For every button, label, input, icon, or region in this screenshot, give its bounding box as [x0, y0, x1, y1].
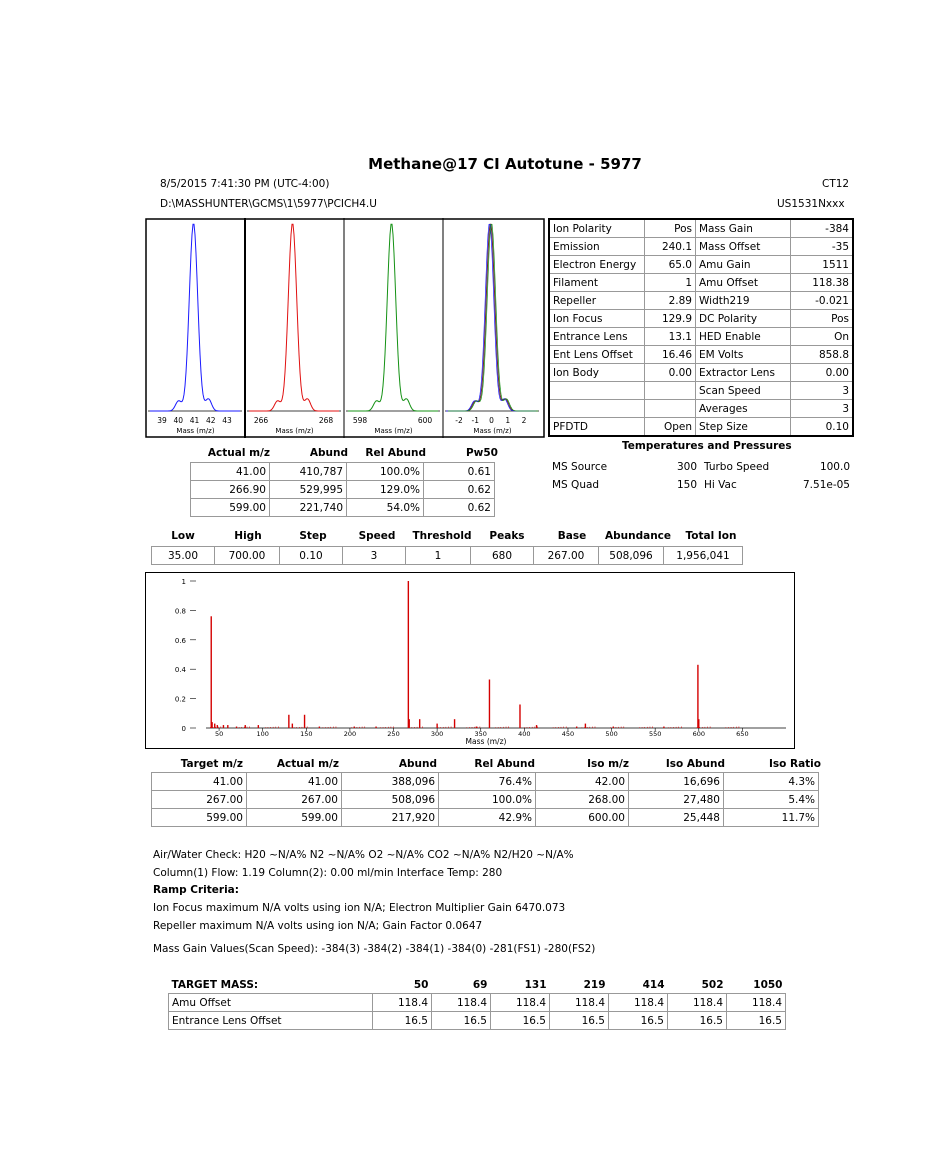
column-header: Abundance — [605, 530, 672, 542]
target-cell: 42.00 — [536, 773, 629, 791]
param-value: 0.00 — [645, 364, 696, 382]
param-label: Ion Focus — [549, 310, 645, 328]
peak-profile-svg — [145, 218, 545, 438]
x-tick-label: 400 — [518, 730, 531, 738]
target-cell: 600.00 — [536, 809, 629, 827]
table-row — [549, 382, 853, 400]
column-header: Abund — [309, 447, 348, 459]
table-row — [152, 773, 819, 791]
scan-table — [151, 546, 743, 565]
param-value: -0.021 — [791, 292, 854, 310]
y-tick-label: 0 — [181, 725, 186, 733]
param-label: Emission — [549, 238, 645, 256]
report-title: Methane@17 CI Autotune - 5977 — [368, 155, 642, 173]
param-label: Ion Polarity — [549, 219, 645, 238]
table-row — [549, 346, 853, 364]
peak-tick-label: 43 — [222, 416, 232, 425]
column-header: Step — [299, 530, 327, 542]
column-header: Rel Abund — [365, 447, 426, 459]
target-mass-value: 219 — [583, 978, 606, 991]
target-mass-cell: 16.5 — [432, 1012, 491, 1030]
column-header: High — [234, 530, 262, 542]
peak-tick-label: 42 — [205, 416, 216, 425]
x-tick-label: 300 — [430, 730, 444, 738]
target-mass-cell: 16.5 — [550, 1012, 609, 1030]
column-header: Speed — [358, 530, 396, 542]
scan-cell: 35.00 — [152, 547, 215, 565]
param-label: Ion Body — [549, 364, 645, 382]
target-cell: 100.0% — [439, 791, 536, 809]
param-value: 0.10 — [791, 418, 854, 437]
instrument-name: CT12 — [822, 178, 850, 190]
tune-cell: 41.00 — [191, 463, 270, 481]
target-cell: 41.00 — [247, 773, 342, 791]
temps-cell: Turbo Speed — [704, 461, 770, 473]
peak-tick-label: 41 — [189, 416, 200, 425]
column-header: Actual m/z — [276, 758, 339, 770]
tune-cell: 0.61 — [424, 463, 495, 481]
param-label: Mass Gain — [696, 219, 791, 238]
x-tick-label: 650 — [736, 730, 749, 738]
param-value: 1 — [645, 274, 696, 292]
param-label: Extractor Lens — [696, 364, 791, 382]
param-value: 3 — [791, 382, 854, 400]
param-value: On — [791, 328, 854, 346]
param-label — [549, 382, 645, 400]
param-label — [549, 400, 645, 418]
column-header: Iso Abund — [665, 758, 725, 770]
peak-profile-1 — [249, 224, 339, 411]
x-tick-label: 450 — [561, 730, 575, 738]
table-row — [191, 499, 495, 517]
table-row — [549, 310, 853, 328]
table-row — [549, 238, 853, 256]
tune-parameters-table — [548, 218, 854, 437]
peak-tick-label: 266 — [253, 416, 269, 425]
peak-tick-label: -2 — [455, 416, 463, 425]
target-mass-value: 69 — [472, 978, 488, 991]
param-label: Mass Offset — [696, 238, 791, 256]
y-tick-label: 0.2 — [174, 695, 186, 704]
param-value: 16.46 — [645, 346, 696, 364]
target-mass-value: 502 — [701, 978, 724, 991]
column-header: Total Ion — [685, 530, 737, 542]
param-value: Pos — [791, 310, 854, 328]
table-row — [549, 400, 853, 418]
column-header: Pw50 — [465, 447, 498, 459]
air-water-check: Air/Water Check: H20 ~N/A% N2 ~N/A% O2 ~N/A% CO2 ~N/A% N2/H20 ~N/A% — [153, 849, 574, 861]
temps-title: Temperatures and Pressures — [622, 440, 792, 452]
param-value — [645, 382, 696, 400]
x-tick-label: 150 — [300, 730, 313, 738]
x-tick-label: 200 — [343, 730, 357, 738]
tune-cell: 100.0% — [347, 463, 424, 481]
temps-cell: MS Quad — [552, 479, 600, 491]
param-label: Electron Energy — [549, 256, 645, 274]
table-row — [152, 791, 819, 809]
temps-cell: 150 — [676, 479, 697, 491]
target-mass-cell: 16.5 — [727, 1012, 786, 1030]
param-value: -384 — [791, 219, 854, 238]
x-axis-label: Mass (m/z) — [465, 737, 507, 746]
tune-cell: 0.62 — [424, 499, 495, 517]
table-row — [549, 292, 853, 310]
temps-cell: 7.51e-05 — [803, 479, 850, 491]
table-row — [549, 219, 853, 238]
scan-cell: 1,956,041 — [664, 547, 743, 565]
column-header: Rel Abund — [474, 758, 535, 770]
column-header: Iso m/z — [587, 758, 629, 770]
target-mass-value: 1050 — [753, 978, 783, 991]
peak-tick-label: 40 — [173, 416, 184, 425]
column-header: Actual m/z — [207, 447, 270, 459]
serial-number: US1531Nxxx — [777, 198, 845, 210]
param-value: Pos — [645, 219, 696, 238]
param-label: Width219 — [696, 292, 791, 310]
target-cell: 4.3% — [724, 773, 819, 791]
x-tick-label: 100 — [256, 730, 269, 738]
ion-focus-note: Ion Focus maximum N/A volts using ion N/A; Electron Multiplier Gain 6470.073 — [153, 902, 566, 914]
target-mass-cell: 16.5 — [668, 1012, 727, 1030]
column-header: Abund — [398, 758, 437, 770]
tune-cell: 266.90 — [191, 481, 270, 499]
mass-spectrum-svg — [146, 573, 794, 748]
peak-tick-label: 39 — [157, 416, 167, 425]
param-label: Scan Speed — [696, 382, 791, 400]
param-label: DC Polarity — [696, 310, 791, 328]
tune-peaks-table — [190, 462, 495, 517]
target-mass-row-label: Amu Offset — [169, 994, 373, 1012]
repeller-note: Repeller maximum N/A volts using ion N/A; Gain Factor 0.0647 — [153, 920, 483, 932]
target-mass-cell: 118.4 — [432, 994, 491, 1012]
peak-profile-2 — [348, 224, 438, 411]
target-cell: 388,096 — [342, 773, 439, 791]
y-tick-label: 0.8 — [174, 607, 186, 616]
scan-cell: 700.00 — [215, 547, 280, 565]
target-cell: 11.7% — [724, 809, 819, 827]
y-tick-label: 0.4 — [174, 666, 186, 675]
target-cell: 25,448 — [629, 809, 724, 827]
peak-profile-plots — [145, 218, 545, 438]
param-label: PFDTD — [549, 418, 645, 437]
target-mass-table — [168, 976, 786, 1030]
param-value — [645, 400, 696, 418]
target-mass-cell: 16.5 — [609, 1012, 668, 1030]
column-header: Peaks — [489, 530, 525, 542]
table-row — [169, 994, 786, 1012]
table-row — [549, 274, 853, 292]
peak-xlabel: Mass (m/z) — [275, 427, 314, 435]
scan-cell: 680 — [471, 547, 534, 565]
peak-tick-label: 0 — [489, 416, 494, 425]
param-value: 0.00 — [791, 364, 854, 382]
scan-cell: 267.00 — [534, 547, 599, 565]
report-path: D:\MASSHUNTER\GCMS\1\5977\PCICH4.U — [160, 198, 377, 210]
target-cell: 267.00 — [152, 791, 247, 809]
target-mass-cell: 118.4 — [668, 994, 727, 1012]
target-cell: 76.4% — [439, 773, 536, 791]
tune-cell: 599.00 — [191, 499, 270, 517]
param-label: Amu Gain — [696, 256, 791, 274]
param-label: Repeller — [549, 292, 645, 310]
target-mass-row-label: Entrance Lens Offset — [169, 1012, 373, 1030]
column-header: Base — [557, 530, 587, 542]
tune-cell: 0.62 — [424, 481, 495, 499]
table-row — [169, 1012, 786, 1030]
y-tick-label: 0.6 — [174, 636, 186, 645]
table-row — [191, 481, 495, 499]
param-value: Open — [645, 418, 696, 437]
x-tick-label: 500 — [605, 730, 618, 738]
temps-cell: MS Source — [552, 461, 608, 473]
param-value: -35 — [791, 238, 854, 256]
scan-cell: 0.10 — [280, 547, 343, 565]
target-cell: 508,096 — [342, 791, 439, 809]
table-row — [169, 976, 786, 994]
table-row — [549, 256, 853, 274]
param-value: 1511 — [791, 256, 854, 274]
y-tick-label: 1 — [181, 578, 186, 586]
peak-tick-label: 2 — [521, 416, 527, 425]
param-label: HED Enable — [696, 328, 791, 346]
scan-cell: 508,096 — [599, 547, 664, 565]
param-label: EM Volts — [696, 346, 791, 364]
table-row — [191, 463, 495, 481]
peak-xlabel: Mass (m/z) — [176, 427, 215, 435]
target-mass-cell: 118.4 — [550, 994, 609, 1012]
x-tick-label: 250 — [387, 730, 400, 738]
param-label: Entrance Lens — [549, 328, 645, 346]
target-cell: 217,920 — [342, 809, 439, 827]
param-label: Averages — [696, 400, 791, 418]
param-value: 13.1 — [645, 328, 696, 346]
target-cell: 42.9% — [439, 809, 536, 827]
target-mass-value: 50 — [413, 978, 429, 991]
table-row — [549, 364, 853, 382]
column-header: Low — [171, 530, 195, 542]
param-value: 118.38 — [791, 274, 854, 292]
target-cell: 268.00 — [536, 791, 629, 809]
param-label: Amu Offset — [696, 274, 791, 292]
param-label: Filament — [549, 274, 645, 292]
param-value: 129.9 — [645, 310, 696, 328]
target-mass-cell: 118.4 — [373, 994, 432, 1012]
target-mass-cell: 16.5 — [491, 1012, 550, 1030]
column-header: Threshold — [412, 530, 472, 542]
tune-cell: 410,787 — [270, 463, 347, 481]
peak-tick-label: 1 — [505, 416, 511, 425]
target-cell: 41.00 — [152, 773, 247, 791]
table-row — [549, 418, 853, 437]
scan-cell: 1 — [406, 547, 471, 565]
target-cell: 16,696 — [629, 773, 724, 791]
target-mass-cell: 16.5 — [373, 1012, 432, 1030]
target-mass-cell: 118.4 — [491, 994, 550, 1012]
x-tick-label: 350 — [474, 730, 487, 738]
param-value: 2.89 — [645, 292, 696, 310]
target-cell: 599.00 — [247, 809, 342, 827]
peak-tick-label: 598 — [352, 416, 368, 425]
param-label: Ent Lens Offset — [549, 346, 645, 364]
param-value: 65.0 — [645, 256, 696, 274]
target-mass-value: 414 — [642, 978, 665, 991]
target-mass-value: 131 — [524, 978, 547, 991]
tune-cell: 54.0% — [347, 499, 424, 517]
peak-xlabel: Mass (m/z) — [473, 427, 512, 435]
x-tick-label: 550 — [648, 730, 662, 738]
mass-gain-values: Mass Gain Values(Scan Speed): -384(3) -384(2) -384(1) -384(0) -281(FS1) -280(FS2) — [153, 943, 596, 955]
target-cell: 267.00 — [247, 791, 342, 809]
temps-cell: Hi Vac — [704, 479, 737, 491]
scan-cell: 3 — [343, 547, 406, 565]
column-flow: Column(1) Flow: 1.19 Column(2): 0.00 ml/min Interface Temp: 280 — [153, 867, 503, 879]
temps-cell: 300 — [676, 461, 697, 473]
temps-cell: 100.0 — [819, 461, 850, 473]
tune-cell: 129.0% — [347, 481, 424, 499]
ramp-criteria-title: Ramp Criteria: — [153, 884, 239, 896]
tune-cell: 529,995 — [270, 481, 347, 499]
target-cell: 599.00 — [152, 809, 247, 827]
peak-tick-label: 268 — [318, 416, 334, 425]
target-mass-cell: 118.4 — [727, 994, 786, 1012]
target-mass-label: TARGET MASS: — [171, 978, 259, 991]
peak-tick-label: 600 — [417, 416, 433, 425]
peak-xlabel: Mass (m/z) — [374, 427, 413, 435]
x-tick-label: 600 — [692, 730, 705, 738]
table-row — [152, 809, 819, 827]
column-header: Iso Ratio — [768, 758, 821, 770]
peak-profile-0 — [150, 224, 240, 411]
target-mass-cell: 118.4 — [609, 994, 668, 1012]
tune-cell: 221,740 — [270, 499, 347, 517]
table-row — [549, 328, 853, 346]
param-value: 858.8 — [791, 346, 854, 364]
peak-tick-label: -1 — [471, 416, 479, 425]
targets-table — [151, 772, 819, 827]
param-value: 3 — [791, 400, 854, 418]
report-datetime: 8/5/2015 7:41:30 PM (UTC-4:00) — [160, 178, 330, 190]
mass-spectrum-chart — [145, 572, 795, 749]
target-cell: 27,480 — [629, 791, 724, 809]
param-value: 240.1 — [645, 238, 696, 256]
x-tick-label: 50 — [214, 730, 224, 738]
param-label: Step Size — [696, 418, 791, 437]
column-header: Target m/z — [180, 758, 243, 770]
table-row — [152, 547, 743, 565]
target-cell: 5.4% — [724, 791, 819, 809]
